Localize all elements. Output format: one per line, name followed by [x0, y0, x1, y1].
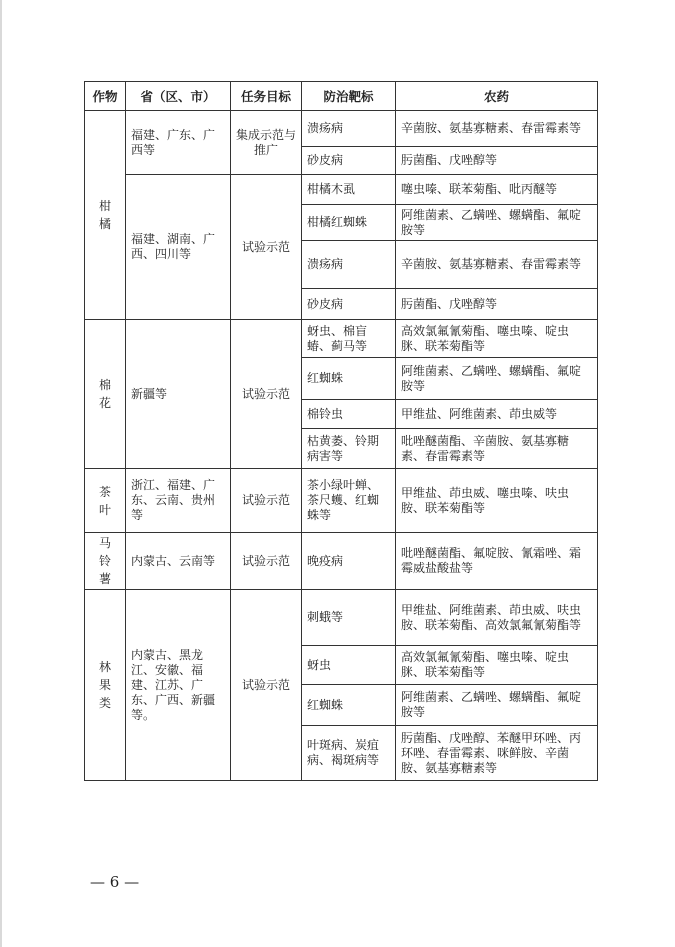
page-edge — [0, 0, 2, 947]
crop-cell: 茶叶 — [85, 469, 126, 533]
header-region: 省（区、市） — [126, 82, 231, 111]
target-cell: 溃疡病 — [302, 241, 396, 289]
crop-cell: 马铃薯 — [85, 533, 126, 590]
header-crop: 作物 — [85, 82, 126, 111]
pesticide-cell: 辛菌胺、氨基寡糖素、春雷霉素等 — [396, 111, 598, 147]
pesticide-cell: 噻虫嗪、联苯菊酯、吡丙醚等 — [396, 175, 598, 205]
region-cell: 新疆等 — [126, 320, 231, 469]
header-pesticide: 农药 — [396, 82, 598, 111]
pesticide-cell: 肟菌酯、戊唑醇、苯醚甲环唑、丙环唑、春雷霉素、咪鲜胺、辛菌胺、氨基寡糖素等 — [396, 726, 598, 781]
pesticide-cell: 甲维盐、阿维菌素、茚虫威、呋虫胺、联苯菊酯、高效氯氟氰菊酯等 — [396, 590, 598, 646]
table-header-row — [85, 82, 598, 111]
table-row — [85, 175, 598, 205]
table-row — [85, 590, 598, 646]
region-cell: 内蒙古、云南等 — [126, 533, 231, 590]
task-cell: 集成示范与推广 — [231, 111, 302, 175]
target-cell: 砂皮病 — [302, 289, 396, 320]
table-row — [85, 111, 598, 147]
pesticide-cell: 高效氯氟氰菊酯、噻虫嗪、啶虫脒、联苯菊酯等 — [396, 646, 598, 685]
target-cell: 砂皮病 — [302, 147, 396, 175]
target-cell: 柑橘木虱 — [302, 175, 396, 205]
target-cell: 蚜虫 — [302, 646, 396, 685]
task-cell: 试验示范 — [231, 590, 302, 781]
task-cell: 试验示范 — [231, 469, 302, 533]
target-cell: 晚疫病 — [302, 533, 396, 590]
header-task: 任务目标 — [231, 82, 302, 111]
pesticide-cell: 肟菌酯、戊唑醇等 — [396, 289, 598, 320]
target-cell: 蚜虫、棉盲蝽、蓟马等 — [302, 320, 396, 358]
target-cell: 叶斑病、炭疽病、褐斑病等 — [302, 726, 396, 781]
target-cell: 溃疡病 — [302, 111, 396, 147]
pesticide-cell: 阿维菌素、乙螨唑、螺螨酯、氟啶胺等 — [396, 205, 598, 241]
target-cell: 棉铃虫 — [302, 400, 396, 429]
target-cell: 红蜘蛛 — [302, 358, 396, 400]
table-row — [85, 320, 598, 358]
pesticide-cell: 甲维盐、阿维菌素、茚虫威等 — [396, 400, 598, 429]
pesticide-cell: 高效氯氟氰菊酯、噻虫嗪、啶虫脒、联苯菊酯等 — [396, 320, 598, 358]
region-cell: 福建、广东、广西等 — [126, 111, 231, 175]
pesticide-cell: 肟菌酯、戊唑醇等 — [396, 147, 598, 175]
crop-cell: 林果类 — [85, 590, 126, 781]
pesticide-cell: 辛菌胺、氨基寡糖素、春雷霉素等 — [396, 241, 598, 289]
pesticide-table — [84, 81, 598, 781]
crop-cell: 棉花 — [85, 320, 126, 469]
header-target: 防治靶标 — [302, 82, 396, 111]
region-cell: 福建、湖南、广西、四川等 — [126, 175, 231, 320]
pesticide-cell: 吡唑醚菌酯、氟啶胺、氰霜唑、霜霉威盐酸盐等 — [396, 533, 598, 590]
crop-cell: 柑橘 — [85, 111, 126, 320]
pesticide-cell: 吡唑醚菌酯、辛菌胺、氨基寡糖素、春雷霉素等 — [396, 429, 598, 469]
pesticide-cell: 甲维盐、茚虫威、噻虫嗪、呋虫胺、联苯菊酯等 — [396, 469, 598, 533]
region-cell: 内蒙古、黑龙江、安徽、福建、江苏、广东、广西、新疆等。 — [126, 590, 231, 781]
task-cell: 试验示范 — [231, 175, 302, 320]
task-cell: 试验示范 — [231, 533, 302, 590]
task-cell: 试验示范 — [231, 320, 302, 469]
target-cell: 红蜘蛛 — [302, 685, 396, 726]
target-cell: 柑橘红蜘蛛 — [302, 205, 396, 241]
region-cell: 浙江、福建、广东、云南、贵州等 — [126, 469, 231, 533]
target-cell: 枯黄萎、铃期病害等 — [302, 429, 396, 469]
target-cell: 刺蛾等 — [302, 590, 396, 646]
table-row — [85, 533, 598, 590]
table-row — [85, 469, 598, 533]
pesticide-cell: 阿维菌素、乙螨唑、螺螨酯、氟啶胺等 — [396, 358, 598, 400]
page-number: — 6 — — [90, 873, 140, 891]
pesticide-cell: 阿维菌素、乙螨唑、螺螨酯、氟啶胺等 — [396, 685, 598, 726]
target-cell: 茶小绿叶蝉、茶尺蠖、红蜘蛛等 — [302, 469, 396, 533]
